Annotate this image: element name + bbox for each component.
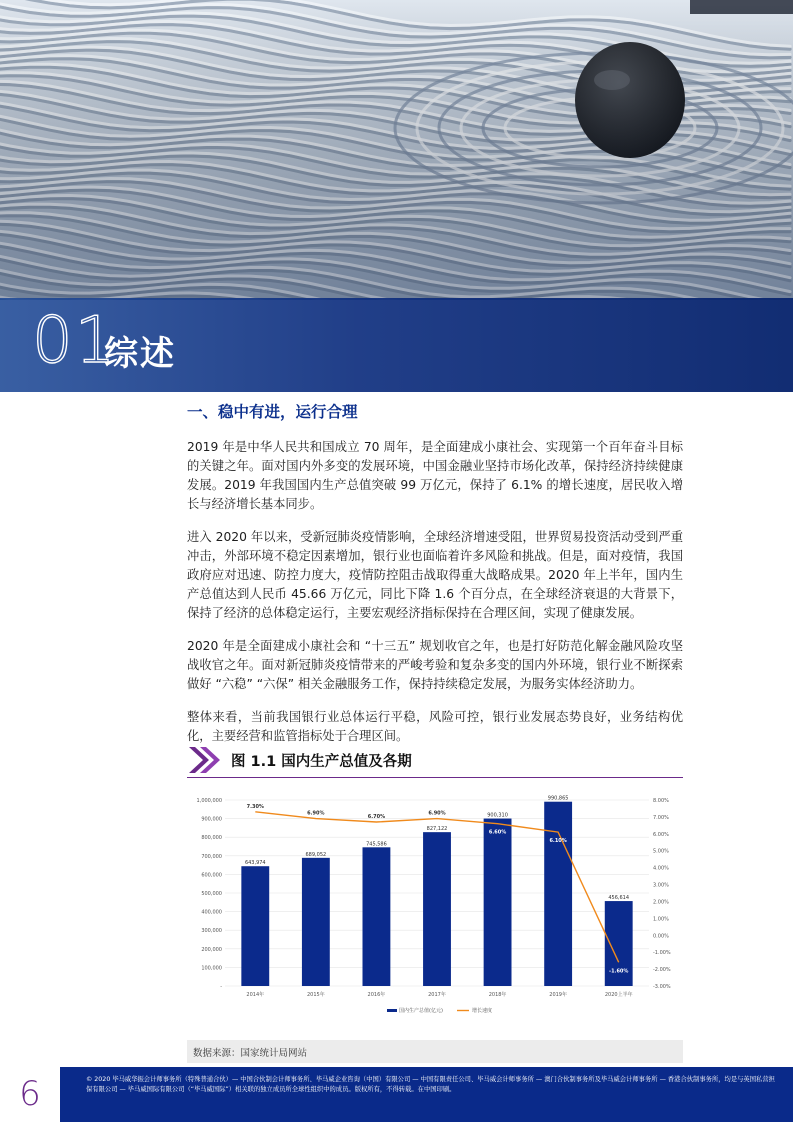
chart-svg — [187, 786, 683, 1040]
x-tick-label: 2015年 — [306, 992, 325, 998]
x-tick-label: 2018年 — [488, 992, 507, 998]
chapter-title-band — [0, 298, 793, 392]
bar — [362, 847, 390, 986]
legend-swatch-bar — [387, 1009, 397, 1012]
bar — [241, 866, 269, 986]
y-right-tick-label: 2.00% — [653, 899, 669, 906]
bar-value-label: 643,974 — [244, 860, 266, 867]
zen-garden-illustration — [0, 0, 793, 300]
y-left-tick-label: 700,000 — [201, 853, 222, 860]
bar — [423, 832, 451, 986]
y-right-tick-label: 4.00% — [653, 865, 669, 872]
paragraph-4: 整体来看，当前我国银行业总体运行平稳，风险可控，银行业发展态势良好，业务结构优化，主要经营和监管指标处于合理区间。 — [187, 710, 683, 743]
bar — [544, 802, 572, 986]
figure-title: 图 1.1 国内生产总值及各期 — [231, 754, 412, 770]
growth-value-label: 6.70% — [367, 813, 386, 820]
chevron-right-icon — [187, 745, 223, 775]
y-right-tick-label: 5.00% — [653, 848, 669, 855]
y-left-tick-label: 500,000 — [201, 891, 222, 897]
x-tick-label: 2020上半年 — [604, 992, 633, 998]
chapter-number: 01 — [32, 304, 118, 378]
paragraph-1: 2019 年是中华人民共和国成立 70 周年，是全面建成小康社会、实现第一个百年奋斗目标的关键之年。面对国内外多变的发展环境，中国金融业坚持市场化改革，保持经济持续健康发展。2019 年我国国内生产总值突破 99 万亿元，保持了 6.1% 的增长速度，居民收入增长与经济增长基本同步。 — [187, 440, 683, 511]
chapter-title: 综述 — [104, 334, 176, 374]
y-right-tick-label: 7.00% — [653, 814, 669, 821]
paragraph-2: 进入 2020 年以来，受新冠肺炎疫情影响，全球经济增速受阻，世界贸易投资活动受到严重冲击，外部环境不稳定因素增加，银行业也面临着许多风险和挑战。但是，面对疫情，我国政府应对迅速、防控力度大，疫情防控阻击战取得重大战略成果。2020 年上半年，国内生产总值达到人民币 45.66 万亿元，同比下降 1.6 个百分点，在全球经济衰退的大背景下，保持了经济的总体稳定运行，主要宏观经济指标保持在合理区间，实现了健康发展。 — [187, 530, 683, 620]
bar-value-label: 456,614 — [608, 895, 630, 902]
data-source: 数据来源：国家统计局网站 — [187, 1040, 683, 1063]
y-left-tick-label: 600,000 — [201, 872, 222, 879]
bar — [484, 819, 512, 986]
paragraph-3: 2020 年是全面建成小康社会和 “十三五” 规划收官之年，也是打好防范化解金融风险攻坚战收官之年。面对新冠肺炎疫情带来的严峻考验和复杂多变的国内外环境，银行业不断探索做好 “六稳” “六保” 相关金融服务工作，保持持续稳定发展，为服务实体经济助力。 — [187, 639, 683, 691]
bar-value-label: 745,586 — [366, 841, 387, 848]
y-right-tick-label: -3.00% — [653, 984, 671, 990]
figure-heading — [187, 745, 683, 778]
gdp-chart — [187, 786, 683, 1040]
page-number: 6 — [0, 1067, 60, 1122]
y-right-tick-label: -2.00% — [653, 967, 671, 974]
y-left-tick-label: 200,000 — [201, 946, 222, 953]
y-right-tick-label: -1.00% — [653, 950, 671, 957]
y-left-tick-label: 800,000 — [201, 835, 222, 842]
hero-image — [0, 0, 793, 300]
bar — [302, 858, 330, 986]
x-tick-label: 2017年 — [428, 992, 446, 998]
growth-value-label: 7.30% — [246, 803, 264, 810]
y-left-tick-label: 1,000,000 — [196, 798, 222, 804]
y-right-tick-label: 3.00% — [653, 882, 669, 889]
growth-value-label: -1.60% — [609, 968, 629, 975]
x-tick-label: 2014年 — [246, 992, 265, 998]
legend-label-bar: 国内生产总值(亿元) — [399, 1008, 443, 1014]
x-tick-label: 2019年 — [549, 992, 568, 998]
y-right-tick-label: 0.00% — [653, 933, 669, 940]
bar-value-label: 827,122 — [426, 826, 448, 833]
copyright-text: © 2020 毕马威华振会计师事务所（特殊普通合伙）— 中国合伙制会计师事务所、毕马威企业咨询（中国）有限公司 — 中国有限责任公司、毕马威会计师事务所 — 澳门合伙制事务所及毕马威会计师事务所 — 香港合伙制事务所，均是与英国私营担保有限公司 — 毕马威国际有限公司（“毕马威国际”）相关联的独立成员所全球性组织中的成员。版权所有，不得转载。在中国印刷。 — [86, 1076, 775, 1093]
growth-value-label: 6.90% — [428, 810, 446, 817]
legend-label-line: 增长速度 — [472, 1008, 493, 1014]
growth-value-label: 6.90% — [307, 810, 325, 817]
bar-value-label: 990,865 — [547, 795, 569, 802]
page-footer — [0, 1067, 793, 1122]
y-left-tick-label: 100,000 — [201, 965, 222, 972]
body-content — [187, 400, 683, 760]
x-tick-label: 2016年 — [367, 992, 386, 998]
y-left-tick-label: 400,000 — [201, 909, 222, 916]
y-left-tick-label: 900,000 — [201, 816, 222, 823]
section-heading: 一、稳中有进，运行合理 — [187, 403, 358, 421]
growth-value-label: 6.10% — [549, 838, 567, 845]
y-left-tick-label: - — [220, 984, 222, 990]
y-right-tick-label: 8.00% — [653, 798, 669, 804]
growth-value-label: 6.60% — [488, 829, 507, 836]
bar-value-label: 900,310 — [487, 812, 508, 819]
bar-value-label: 689,052 — [305, 851, 327, 858]
footer-bar — [60, 1067, 793, 1122]
y-left-tick-label: 300,000 — [201, 928, 222, 935]
y-right-tick-label: 1.00% — [653, 916, 669, 923]
y-right-tick-label: 6.00% — [653, 831, 669, 838]
